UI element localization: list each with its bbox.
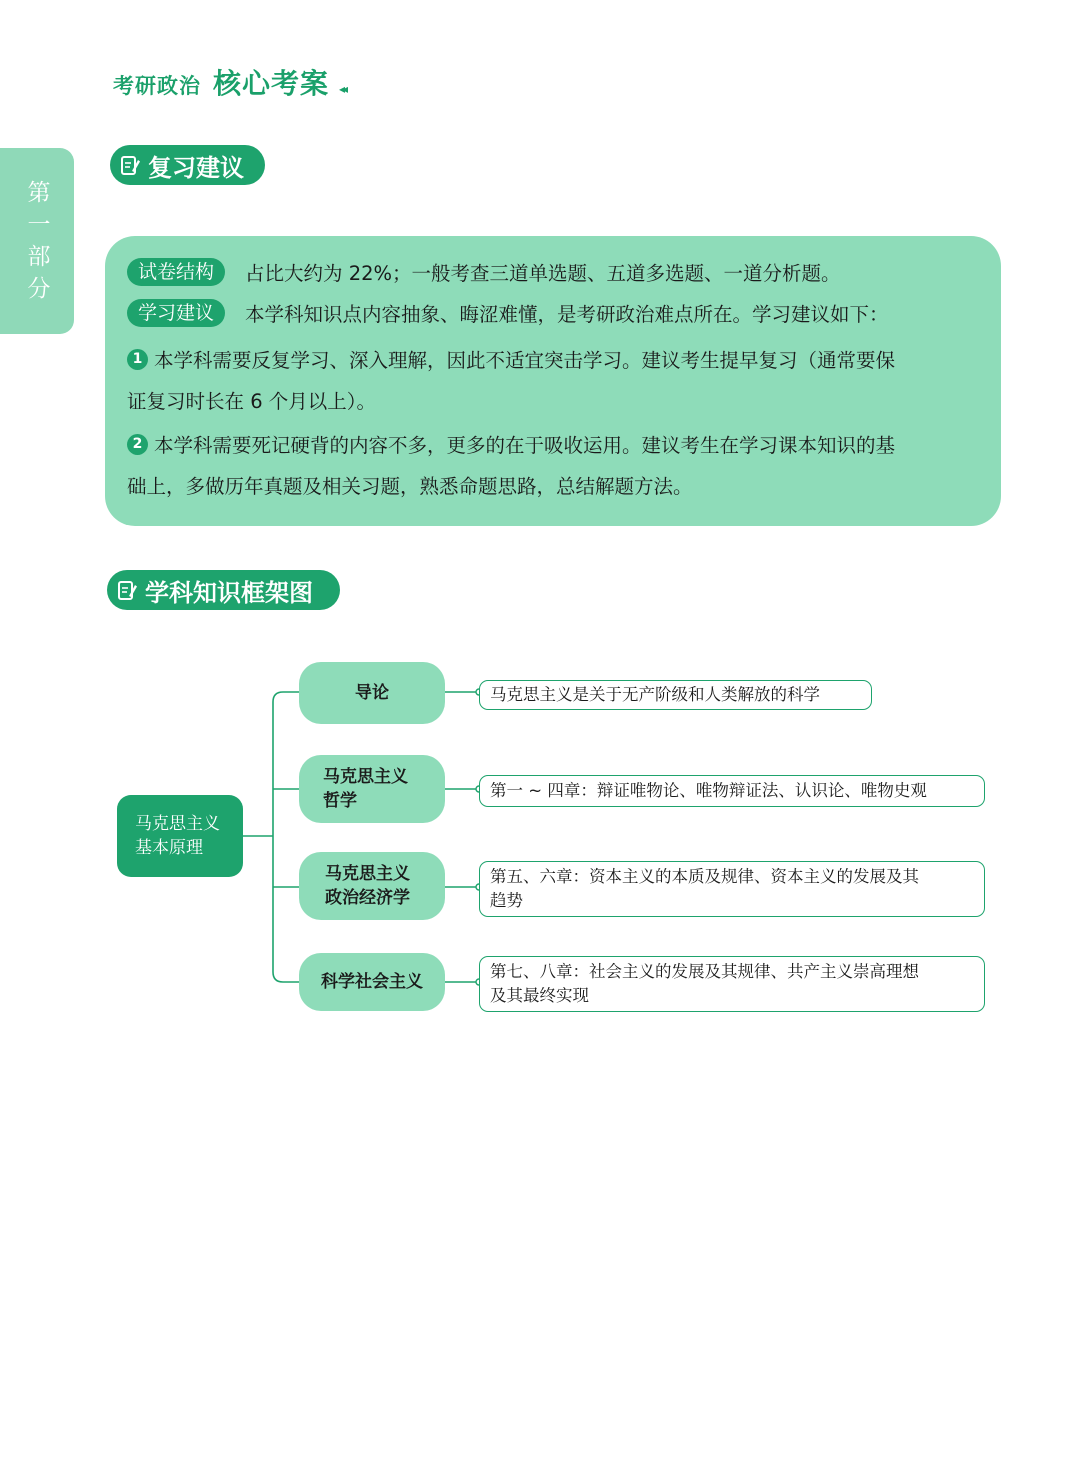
leaf-socialism-text-2: 及其最终实现	[490, 986, 589, 1005]
leaf-philosophy-text: 第一 ~ 四章：辩证唯物论、唯物辩证法、认识论、唯物史观	[490, 781, 927, 800]
advice-tag: 学习建议	[127, 299, 225, 327]
leaf-socialism-text-1: 第七、八章：社会主义的发展及其规律、共产主义崇高理想	[490, 962, 919, 981]
root-label-line-1: 马克思主义	[135, 814, 220, 834]
leaf-intro-text: 马克思主义是关于无产阶级和人类解放的科学	[490, 685, 820, 704]
section-title-review-label: 复习建议	[148, 153, 244, 182]
root-label-line-2: 基本原理	[135, 838, 203, 858]
advice-item-2-text: 本学科需要死记硬背的内容不多，更多的在于吸收运用。建议考生在学习课本知识的基	[154, 434, 896, 457]
advice-item-1-text: 本学科需要反复学习、深入理解，因此不适宜突击学习。建议考生提早复习（通常要保	[154, 349, 896, 372]
advice-text: 本学科知识点内容抽象、晦涩难懂，是考研政治难点所在。学习建议如下：	[245, 303, 889, 326]
structure-tag: 试卷结构	[127, 258, 225, 286]
structure-text: 占比大约为 22%；一般考查三道单选题、五道多选题、一道分析题。	[245, 262, 841, 285]
branch-economy-label-1: 马克思主义	[325, 864, 410, 884]
number-circle-2: 2	[127, 434, 148, 455]
leaf-scientific-socialism	[479, 956, 985, 1012]
branch-socialism-label: 科学社会主义	[321, 972, 423, 992]
branch-economy-label-2: 政治经济学	[325, 888, 410, 908]
header-book-title: 核心考案	[213, 67, 330, 100]
branch-intro-label: 导论	[355, 683, 389, 703]
branch-philosophy-label-2: 哲学	[323, 791, 357, 811]
leaf-intro	[479, 680, 872, 710]
advice-item-1-line-2: 证复习时长在 6 个月以上）。	[127, 390, 377, 413]
branch-node-scientific-socialism	[299, 953, 445, 1011]
advice-item-2-line-2: 础上，多做历年真题及相关习题，熟悉命题思路，总结解题方法。	[127, 475, 693, 498]
branch-node-political-economy	[299, 852, 445, 920]
number-circle-1: 1	[127, 349, 148, 370]
header-subject: 考研政治	[113, 74, 201, 98]
double-arrow-icon: ◂◂	[339, 82, 346, 96]
section-title-framework-label: 学科知识框架图	[145, 578, 313, 607]
branch-node-philosophy	[299, 755, 445, 823]
leaf-economy-text-1: 第五、六章：资本主义的本质及规律、资本主义的发展及其	[490, 867, 919, 886]
leaf-political-economy	[479, 861, 985, 917]
leaf-philosophy	[479, 775, 985, 807]
leaf-economy-text-2: 趋势	[490, 891, 523, 910]
branch-philosophy-label-1: 马克思主义	[323, 767, 408, 787]
side-tab-label: 第一部分	[27, 180, 51, 302]
branch-node-intro	[299, 662, 445, 724]
mindmap-root-node	[117, 795, 243, 877]
